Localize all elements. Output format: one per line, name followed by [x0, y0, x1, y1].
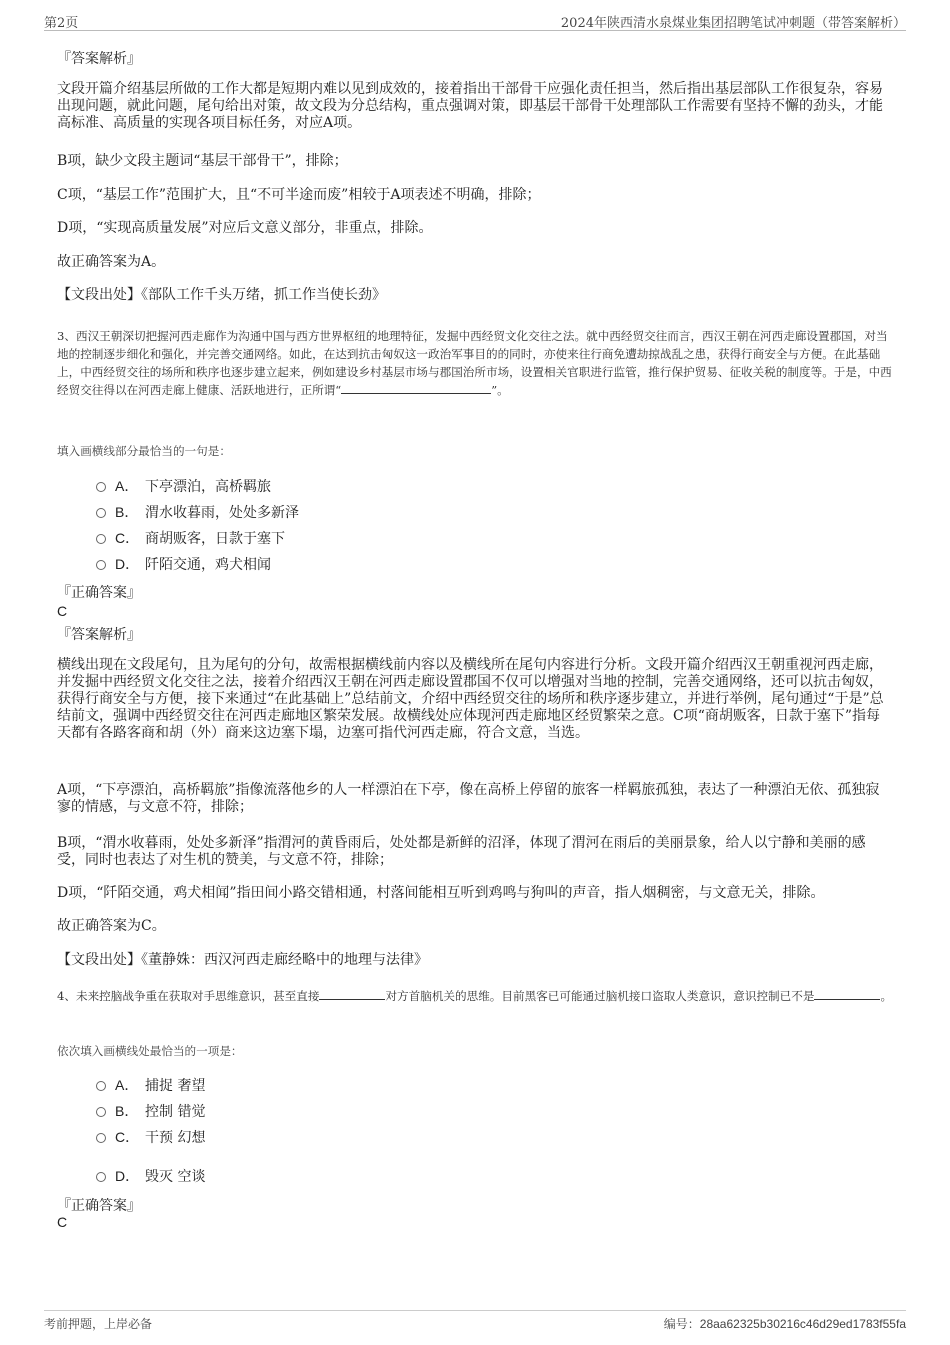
- radio-button[interactable]: [96, 1081, 106, 1091]
- q4-prompt: 依次填入画横线处最恰当的一项是：: [57, 1044, 243, 1058]
- q3-analysis-label: 『答案解析』: [57, 627, 141, 643]
- footer-slogan: 考前押题，上岸必备: [44, 1317, 153, 1331]
- q3-option-b[interactable]: B． 渭水收暮雨，处处多新泽: [96, 502, 299, 523]
- q3-option-a-analysis: A项，“下亭漂泊，高桥羁旅”指像流落他乡的人一样漂泊在下亭，像在高桥上停留的旅客一样羁旅孤独，表达了一种漂泊无依、孤独寂寥的情感，与文意不符，排除；: [57, 782, 880, 815]
- radio-button[interactable]: [96, 1133, 106, 1143]
- q4-passage: 4、未来控脑战争重在获取对手思维意识，甚至直接 对方首脑机关的思维。目前黑客已可能通过脑机接口盗取人类意识，意识控制已不是 。: [57, 989, 893, 1003]
- radio-button[interactable]: [96, 1107, 106, 1117]
- q2-conclusion: 故正确答案为A。: [57, 254, 166, 270]
- q3-source: 【文段出处】《董静姝：西汉河西走廊经略中的地理与法律》: [57, 952, 428, 968]
- q4-option-d[interactable]: D． 毁灭 空谈: [96, 1166, 205, 1187]
- q3-prompt: 填入画横线部分最恰当的一句是：: [57, 444, 231, 458]
- q3-option-d[interactable]: D． 阡陌交通，鸡犬相闻: [96, 554, 271, 575]
- q4-option-a[interactable]: A． 捕捉 奢望: [96, 1075, 205, 1096]
- q2-option-c-analysis: C项，“基层工作”范围扩大，且“不可半途而废”相较于A项表述不明确，排除；: [57, 187, 541, 203]
- page-footer: [44, 1310, 906, 1335]
- q3-answer-label: 『正确答案』: [57, 585, 141, 601]
- q3-conclusion: 故正确答案为C。: [57, 918, 166, 934]
- q3-passage: 3、西汉王朝深切把握河西走廊作为沟通中国与西方世界枢纽的地理特征，发掘中西经贸文化交往之法。就中西经贸交往而言，西汉王朝在河西走廊设置郡国，对当地的控制逐步细化和强化，并完善交通网络。如此，在达到抗击匈奴这一政治军事目的的同时，亦使来往行商免遭劫掠战乱之患，获得行商安全与方便。在此基础上，中西经贸交往的场所和秩序也逐步建立起来，例如建设乡村基层市场与郡国治所市场，设置相关官职进行监管，推行保护贸易、征收关税的制度等。于是，中西经贸交往得以在河西走廊上健康、活跃地进行，正所谓“ ”。: [57, 329, 892, 397]
- q3-option-a[interactable]: A． 下亭漂泊，高桥羁旅: [96, 476, 271, 497]
- radio-button[interactable]: [96, 482, 106, 492]
- q2-analysis: 文段开篇介绍基层所做的工作大都是短期内难以见到成效的，接着指出干部骨干应强化责任担当，然后指出基层部队工作很复杂，容易出现问题，就此问题，尾句给出对策，故文段为分总结构，重点强调对策，即基层干部骨干处理部队工作需要有坚持不懈的劲头，才能高标准、高质量的实现各项目标任务，对应A项。: [57, 81, 883, 131]
- q2-option-d-analysis: D项，“实现高质量发展”对应后文意义部分，非重点，排除。: [57, 220, 433, 236]
- q3-blank: [341, 383, 491, 394]
- q4-option-c[interactable]: C． 干预 幻想: [96, 1127, 205, 1148]
- q2-analysis-label: 『答案解析』: [57, 51, 141, 67]
- q4-answer-label: 『正确答案』: [57, 1198, 141, 1214]
- q3-option-c[interactable]: C． 商胡贩客，日款于塞下: [96, 528, 285, 549]
- q3-option-b-analysis: B项，“渭水收暮雨，处处多新泽”指渭河的黄昏雨后，处处都是新鲜的沼泽，体现了渭河在雨后的美丽景象，给人以宁静和美丽的感受，同时也表达了对生机的赞美，与文意不符，排除；: [57, 835, 866, 868]
- q2-option-b-analysis: B项，缺少文段主题词“基层干部骨干”，排除；: [57, 153, 348, 169]
- document-code: 编号：28aa62325b30216c46d29ed1783f55fa: [663, 1317, 906, 1331]
- q2-source: 【文段出处】《部队工作千头万绪，抓工作当使长劲》: [57, 287, 386, 303]
- page-number: 第2页: [44, 16, 79, 31]
- radio-button[interactable]: [96, 1172, 106, 1182]
- radio-button[interactable]: [96, 508, 106, 518]
- q3-option-d-analysis: D项，“阡陌交通，鸡犬相闻”指田间小路交错相通，村落间能相互听到鸡鸣与狗叫的声音，指人烟稠密，与文意无关，排除。: [57, 885, 825, 901]
- document-title: 2024年陕西清水泉煤业集团招聘笔试冲刺题（带答案解析）: [560, 16, 906, 31]
- q3-analysis: 横线出现在文段尾句，且为尾句的分句，故需根据横线前内容以及横线所在尾句内容进行分析。文段开篇介绍西汉王朝重视河西走廊，并发掘中西经贸文化交往之法，接着介绍西汉王朝在河西走廊设置郡国不仅可以增强对当地的控制，完善交通网络，还可以抗击匈奴，获得行商安全与方便，接下来通过“在此基础上”总结前文，介绍中西经贸交往的场所和秩序逐步建立，并进行举例，尾句通过“于是”总结前文，强调中西经贸交往在河西走廊地区繁荣发展。故横线处应体现河西走廊地区经贸繁荣之意。C项“商胡贩客，日款于塞下”指每天都有各路客商和胡（外）商来这边塞下塌，边塞可指代河西走廊，符合文意，当选。: [57, 657, 884, 741]
- q4-blank-1: [319, 989, 385, 1000]
- radio-button[interactable]: [96, 534, 106, 544]
- q4-blank-2: [814, 989, 880, 1000]
- q3-answer: C: [57, 603, 68, 619]
- q4-answer: C: [57, 1214, 68, 1230]
- page-header: [44, 10, 906, 31]
- radio-button[interactable]: [96, 560, 106, 570]
- q4-option-b[interactable]: B． 控制 错觉: [96, 1101, 205, 1122]
